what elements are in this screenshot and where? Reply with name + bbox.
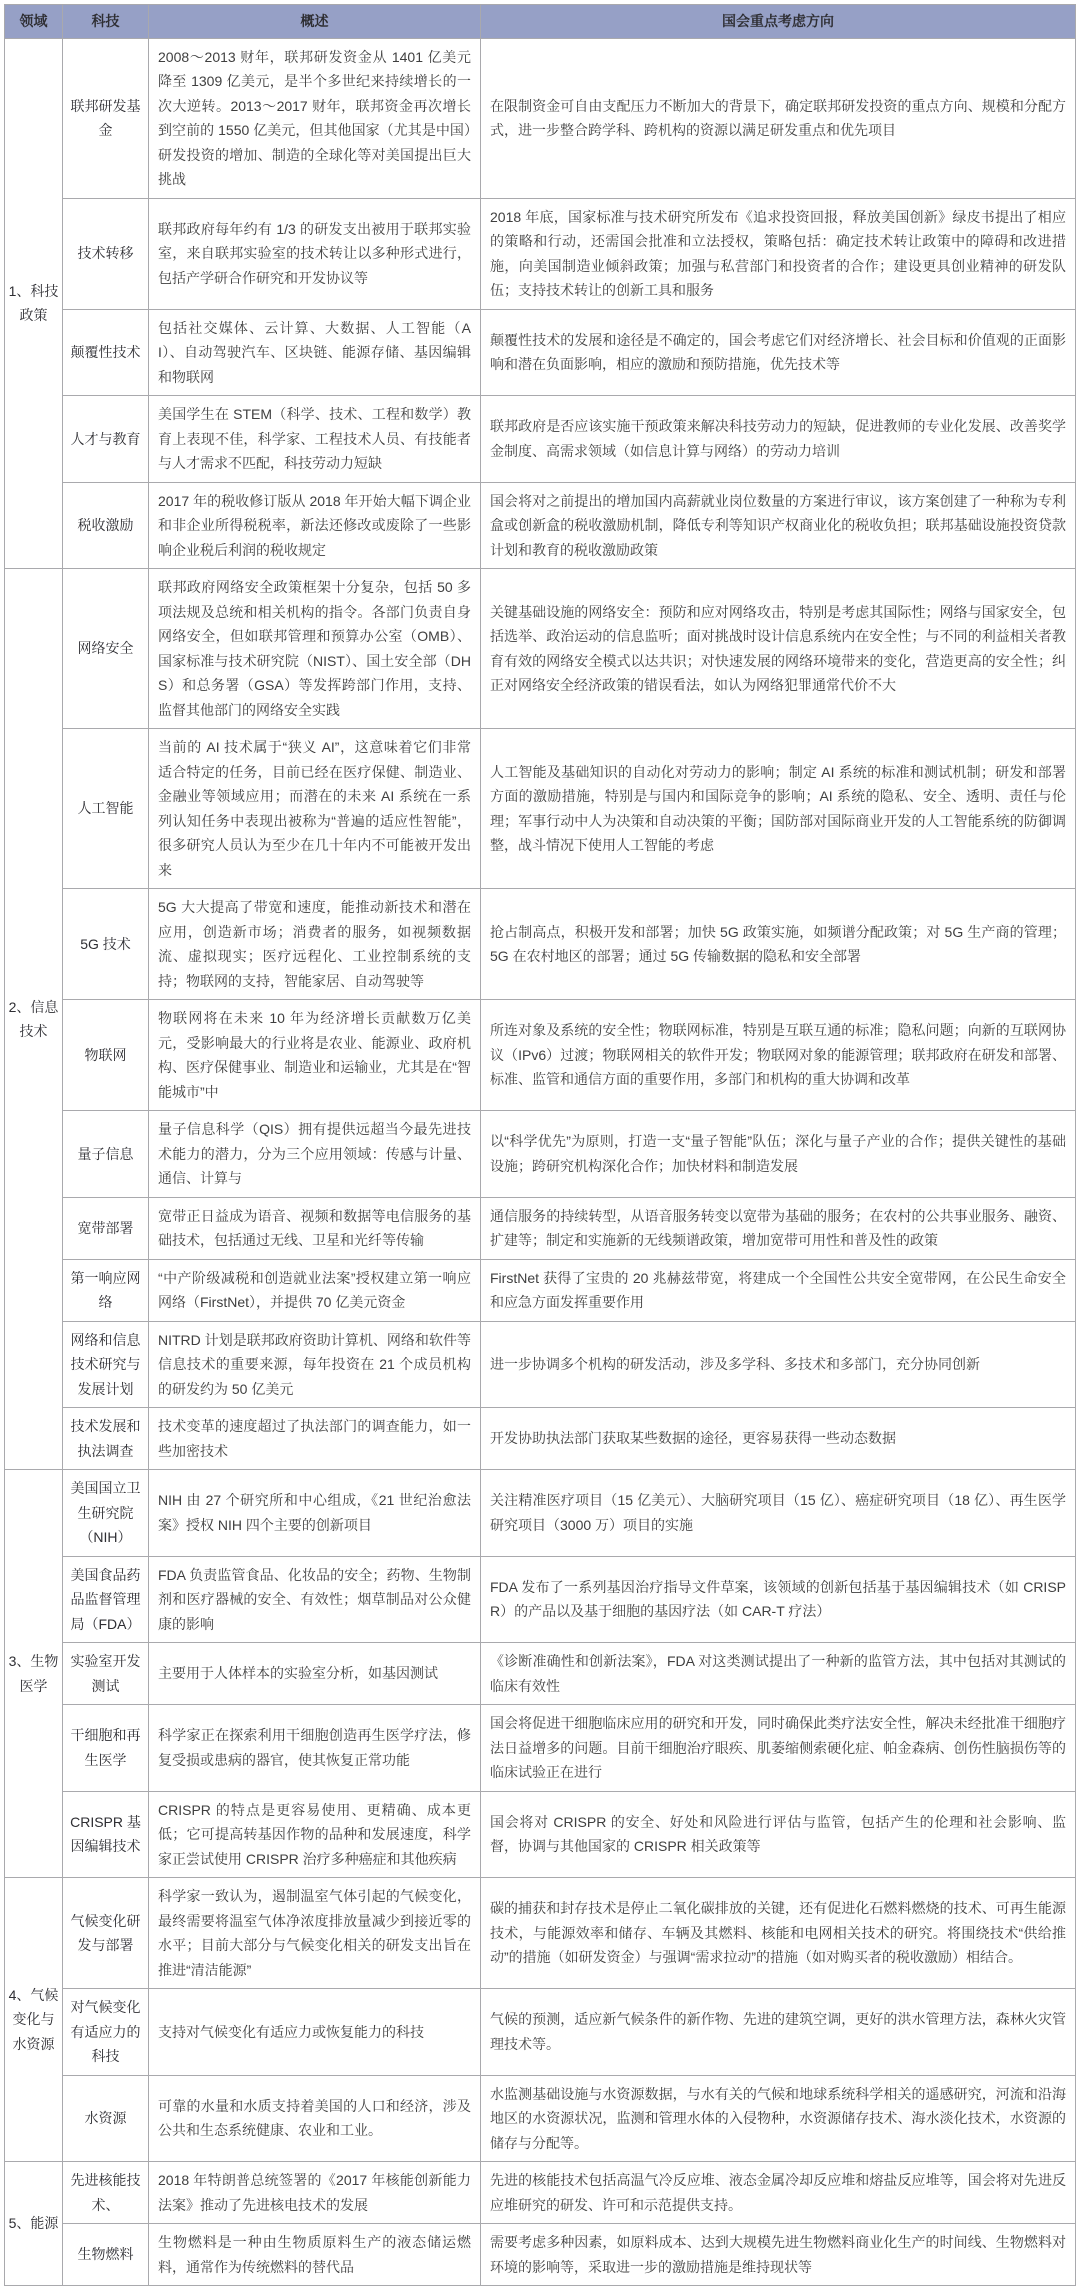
- table-row: [5, 1989, 1076, 2076]
- tech-label: 气候变化研发与部署: [63, 1878, 149, 1989]
- field-label: 1、科技政策: [5, 38, 63, 569]
- table-row: [5, 38, 1076, 198]
- congress-text: 2018 年底，国家标准与技术研究所发布《追求投资回报，释放美国创新》绿皮书提出了相应的策略和行动，还需国会批准和立法授权，策略包括：确定技术转让政策中的障碍和改进措施，向美国制造业倾斜政策；加强与私营部门和投资者的合作；建设更具创业精神的研发队伍；支持技术转让的创新工具和服务: [481, 198, 1076, 309]
- table-row: [5, 1408, 1076, 1470]
- tech-label: 第一响应网络: [63, 1259, 149, 1321]
- overview-text: 生物燃料是一种由生物质原料生产的液态储运燃料，通常作为传统燃料的替代品: [149, 2224, 481, 2286]
- table-row: [5, 1643, 1076, 1705]
- tech-label: 税收激励: [63, 482, 149, 569]
- tech-label: 生物燃料: [63, 2224, 149, 2286]
- tech-label: 美国食品药品监督管理局（FDA）: [63, 1556, 149, 1643]
- table-row: [5, 396, 1076, 483]
- congress-text: FDA 发布了一系列基因治疗指导文件草案，该领域的创新包括基于基因编辑技术（如 CRISPR）的产品以及基于细胞的基因疗法（如 CAR-T 疗法）: [481, 1556, 1076, 1643]
- overview-text: 可靠的水量和水质支持着美国的人口和经济，涉及公共和生态系统健康、农业和工业。: [149, 2075, 481, 2162]
- tech-label: 物联网: [63, 1000, 149, 1111]
- overview-text: 宽带正日益成为语音、视频和数据等电信服务的基础技术，包括通过无线、卫星和光纤等传输: [149, 1197, 481, 1259]
- overview-text: FDA 负责监管食品、化妆品的安全；药物、生物制剂和医疗器械的安全、有效性；烟草制品对公众健康的影响: [149, 1556, 481, 1643]
- congress-text: 先进的核能技术包括高温气冷反应堆、液态金属冷却反应堆和熔盐反应堆等，国会将对先进反应堆研究的研发、许可和示范提供支持。: [481, 2162, 1076, 2224]
- tech-label: 技术发展和执法调查: [63, 1408, 149, 1470]
- table-row: [5, 2075, 1076, 2162]
- table-row: [5, 729, 1076, 889]
- congress-text: 进一步协调多个机构的研发活动，涉及多学科、多技术和多部门，充分协同创新: [481, 1321, 1076, 1408]
- overview-text: NITRD 计划是联邦政府资助计算机、网络和软件等信息技术的重要来源，每年投资在 21 个成员机构的研发约为 50 亿美元: [149, 1321, 481, 1408]
- table-row: [5, 2224, 1076, 2286]
- congress-text: FirstNet 获得了宝贵的 20 兆赫兹带宽，将建成一个全国性公共安全宽带网，在公民生命安全和应急方面发挥重要作用: [481, 1259, 1076, 1321]
- congress-text: 关键基础设施的网络安全：预防和应对网络攻击，特别是考虑其国际性；网络与国家安全，包括选举、政治运动的信息监听；面对挑战时设计信息系统内在安全性；与不同的利益相关者教育有效的网络安全模式以达共识；对快速发展的网络环境带来的变化，营造更高的安全性；纠正对网络安全经济政策的错误看法，如认为网络犯罪通常代价不大: [481, 569, 1076, 729]
- overview-text: NIH 由 27 个研究所和中心组成，《21 世纪治愈法案》授权 NIH 四个主要的创新项目: [149, 1470, 481, 1557]
- tech-label: 人才与教育: [63, 396, 149, 483]
- overview-text: 量子信息科学（QIS）拥有提供远超当今最先进技术能力的潜力，分为三个应用领域：传感与计量、通信、计算与: [149, 1111, 481, 1198]
- tech-label: 网络和信息技术研究与发展计划: [63, 1321, 149, 1408]
- table-row: [5, 1705, 1076, 1792]
- tech-label: 水资源: [63, 2075, 149, 2162]
- table-row: [5, 309, 1076, 396]
- tech-label: 技术转移: [63, 198, 149, 309]
- col-header-congress: 国会重点考虑方向: [481, 5, 1076, 39]
- col-header-tech: 科技: [63, 5, 149, 39]
- congress-text: 联邦政府是否应该实施干预政策来解决科技劳动力的短缺，促进教师的专业化发展、改善奖学金制度、高需求领域（如信息计算与网络）的劳动力培训: [481, 396, 1076, 483]
- table-row: [5, 1556, 1076, 1643]
- table-row: [5, 1791, 1076, 1878]
- congress-text: 国会将对 CRISPR 的安全、好处和风险进行评估与监管，包括产生的伦理和社会影响、监督，协调与其他国家的 CRISPR 相关政策等: [481, 1791, 1076, 1878]
- overview-text: 技术变革的速度超过了执法部门的调查能力，如一些加密技术: [149, 1408, 481, 1470]
- field-label: 3、生物医学: [5, 1470, 63, 1878]
- overview-text: 美国学生在 STEM（科学、技术、工程和数学）教育上表现不佳，科学家、工程技术人员、有技能者与人才需求不匹配，科技劳动力短缺: [149, 396, 481, 483]
- tech-label: 联邦研发基金: [63, 38, 149, 198]
- overview-text: 包括社交媒体、云计算、大数据、人工智能（AI）、自动驾驶汽车、区块链、能源存储、基因编辑和物联网: [149, 309, 481, 396]
- table-row: [5, 1878, 1076, 1989]
- overview-text: 2008～2013 财年，联邦研发资金从 1401 亿美元降至 1309 亿美元，是半个多世纪来持续增长的一次大逆转。2013～2017 财年，联邦资金再次增长到空前的 1550 亿美元，但其他国家（尤其是中国）研发投资的增加、制造的全球化等对美国提出巨大挑战: [149, 38, 481, 198]
- congress-text: 国会将对之前提出的增加国内高薪就业岗位数量的方案进行审议，该方案创建了一种称为专利盒或创新盒的税收激励机制，降低专利等知识产权商业化的税收负担；联邦基础设施投资贷款计划和教育的税收激励政策: [481, 482, 1076, 569]
- overview-text: 科学家一致认为，遏制温室气体引起的气候变化，最终需要将温室气体净浓度排放量减少到接近零的水平；目前大部分与气候变化相关的研发支出旨在推进“清洁能源”: [149, 1878, 481, 1989]
- overview-text: 当前的 AI 技术属于“狭义 AI”，这意味着它们非常适合特定的任务，目前已经在医疗保健、制造业、金融业等领域应用；而潜在的未来 AI 系统在一系列认知任务中表现出被称为“普遍的适应性智能”，很多研究人员认为至少在几十年内不可能被开发出来: [149, 729, 481, 889]
- tech-label: 5G 技术: [63, 889, 149, 1000]
- congress-text: 国会将促进干细胞临床应用的研究和开发，同时确保此类疗法安全性，解决未经批准干细胞疗法日益增多的问题。目前干细胞治疗眼疾、肌萎缩侧索硬化症、帕金森病、创伤性脑损伤等的临床试验正在进行: [481, 1705, 1076, 1792]
- tech-label: 宽带部署: [63, 1197, 149, 1259]
- congress-text: 颠覆性技术的发展和途径是不确定的，国会考虑它们对经济增长、社会目标和价值观的正面影响和潜在负面影响，相应的激励和预防措施，优先技术等: [481, 309, 1076, 396]
- overview-text: 2018 年特朗普总统签署的《2017 年核能创新能力法案》推动了先进核电技术的发展: [149, 2162, 481, 2224]
- overview-text: “中产阶级减税和创造就业法案”授权建立第一响应网络（FirstNet），并提供 70 亿美元资金: [149, 1259, 481, 1321]
- table-row: [5, 1197, 1076, 1259]
- overview-text: 科学家正在探索利用干细胞创造再生医学疗法，修复受损或患病的器官，使其恢复正常功能: [149, 1705, 481, 1792]
- table-row: [5, 1321, 1076, 1408]
- overview-text: 联邦政府网络安全政策框架十分复杂，包括 50 多项法规及总统和相关机构的指令。各部门负责自身网络安全，但如联邦管理和预算办公室（OMB）、国家标准与技术研究院（NIST）、国土安全部（DHS）和总务署（GSA）等发挥跨部门作用，支持、监督其他部门的网络安全实践: [149, 569, 481, 729]
- table-body: [5, 38, 1076, 2286]
- table-row: [5, 1470, 1076, 1557]
- table-row: [5, 569, 1076, 729]
- field-label: 2、信息技术: [5, 569, 63, 1470]
- congress-text: 人工智能及基础知识的自动化对劳动力的影响；制定 AI 系统的标准和测试机制；研发和部署方面的激励措施，特别是与国内和国际竞争的影响；AI 系统的隐私、安全、透明、责任与伦理；军事行动中人为决策和自动决策的平衡；国防部对国际商业开发的人工智能系统的防御调整，战斗情况下使用人工智能的考虑: [481, 729, 1076, 889]
- congress-text: 关注精准医疗项目（15 亿美元）、大脑研究项目（15 亿）、癌症研究项目（18 亿）、再生医学研究项目（3000 万）项目的实施: [481, 1470, 1076, 1557]
- tech-label: 量子信息: [63, 1111, 149, 1198]
- overview-text: 物联网将在未来 10 年为经济增长贡献数万亿美元，受影响最大的行业将是农业、能源业、政府机构、医疗保健事业、制造业和运输业，尤其是在“智能城市”中: [149, 1000, 481, 1111]
- table-row: [5, 482, 1076, 569]
- congress-text: 水监测基础设施与水资源数据，与水有关的气候和地球系统科学相关的遥感研究，河流和沿海地区的水资源状况，监测和管理水体的入侵物种，水资源储存技术、海水淡化技术，水资源的储存与分配等。: [481, 2075, 1076, 2162]
- overview-text: 支持对气候变化有适应力或恢复能力的科技: [149, 1989, 481, 2076]
- tech-label: 美国国立卫生研究院（NIH）: [63, 1470, 149, 1557]
- tech-label: 网络安全: [63, 569, 149, 729]
- table-row: [5, 198, 1076, 309]
- table-row: [5, 1259, 1076, 1321]
- overview-text: 5G 大大提高了带宽和速度，能推动新技术和潜在应用，创造新市场；消费者的服务，如视频数据流、虚拟现实；医疗远程化、工业控制系统的支持；物联网的支持，智能家居、自动驾驶等: [149, 889, 481, 1000]
- col-header-overview: 概述: [149, 5, 481, 39]
- header-row: [5, 5, 1076, 39]
- overview-text: CRISPR 的特点是更容易使用、更精确、成本更低；它可提高转基因作物的品种和发展速度，科学家正尝试使用 CRISPR 治疗多种癌症和其他疾病: [149, 1791, 481, 1878]
- tech-label: CRISPR 基因编辑技术: [63, 1791, 149, 1878]
- congress-text: 以“科学优先”为原则，打造一支“量子智能”队伍；深化与量子产业的合作；提供关键性的基础设施；跨研究机构深化合作；加快材料和制造发展: [481, 1111, 1076, 1198]
- tech-label: 颠覆性技术: [63, 309, 149, 396]
- congress-text: 碳的捕获和封存技术是停止二氧化碳排放的关键，还有促进化石燃料燃烧的技术、可再生能源技术，与能源效率和储存、车辆及其燃料、核能和电网相关技术的研究。将围绕技术“供给推动”的措施（如研发资金）与强调“需求拉动”的措施（如对购买者的税收激励）相结合。: [481, 1878, 1076, 1989]
- congress-text: 需要考虑多种因素，如原料成本、达到大规模先进生物燃料商业化生产的时间线、生物燃料对环境的影响等，采取进一步的激励措施是维持现状等: [481, 2224, 1076, 2286]
- overview-text: 主要用于人体样本的实验室分析，如基因测试: [149, 1643, 481, 1705]
- congress-text: 所连对象及系统的安全性；物联网标准，特别是互联互通的标准；隐私问题；向新的互联网协议（IPv6）过渡；物联网相关的软件开发；物联网对象的能源管理；联邦政府在研发和部署、标准、监管和通信方面的重要作用，多部门和机构的重大协调和改革: [481, 1000, 1076, 1111]
- congress-text: 通信服务的持续转型，从语音服务转变以宽带为基础的服务；在农村的公共事业服务、融资、扩建等；制定和实施新的无线频谱政策，增加宽带可用性和普及性的政策: [481, 1197, 1076, 1259]
- tech-label: 人工智能: [63, 729, 149, 889]
- field-label: 4、气候变化与水资源: [5, 1878, 63, 2162]
- overview-text: 2017 年的税收修订版从 2018 年开始大幅下调企业和非企业所得税税率，新法还修改或废除了一些影响企业税后利润的税收规定: [149, 482, 481, 569]
- table-row: [5, 1000, 1076, 1111]
- field-label: 5、能源: [5, 2162, 63, 2286]
- congress-text: 气候的预测，适应新气候条件的新作物、先进的建筑空调，更好的洪水管理方法，森林火灾管理技术等。: [481, 1989, 1076, 2076]
- congress-text: 抢占制高点，积极开发和部署；加快 5G 政策实施，如频谱分配政策；对 5G 生产商的管理；5G 在农村地区的部署；通过 5G 传输数据的隐私和安全部署: [481, 889, 1076, 1000]
- congress-text: 在限制资金可自由支配压力不断加大的背景下，确定联邦研发投资的重点方向、规模和分配方式，进一步整合跨学科、跨机构的资源以满足研发重点和优先项目: [481, 38, 1076, 198]
- sci-tech-issues-table: [4, 4, 1076, 2286]
- col-header-field: 领域: [5, 5, 63, 39]
- table-row: [5, 2162, 1076, 2224]
- tech-label: 实验室开发测试: [63, 1643, 149, 1705]
- tech-label: 对气候变化有适应力的科技: [63, 1989, 149, 2076]
- congress-text: 开发协助执法部门获取某些数据的途径，更容易获得一些动态数据: [481, 1408, 1076, 1470]
- tech-label: 先进核能技术、: [63, 2162, 149, 2224]
- table-row: [5, 889, 1076, 1000]
- congress-text: 《诊断准确性和创新法案》，FDA 对这类测试提出了一种新的监管方法，其中包括对其测试的临床有效性: [481, 1643, 1076, 1705]
- tech-label: 干细胞和再生医学: [63, 1705, 149, 1792]
- table-row: [5, 1111, 1076, 1198]
- overview-text: 联邦政府每年约有 1/3 的研发支出被用于联邦实验室，来自联邦实验室的技术转让以多种形式进行，包括产学研合作研究和开发协议等: [149, 198, 481, 309]
